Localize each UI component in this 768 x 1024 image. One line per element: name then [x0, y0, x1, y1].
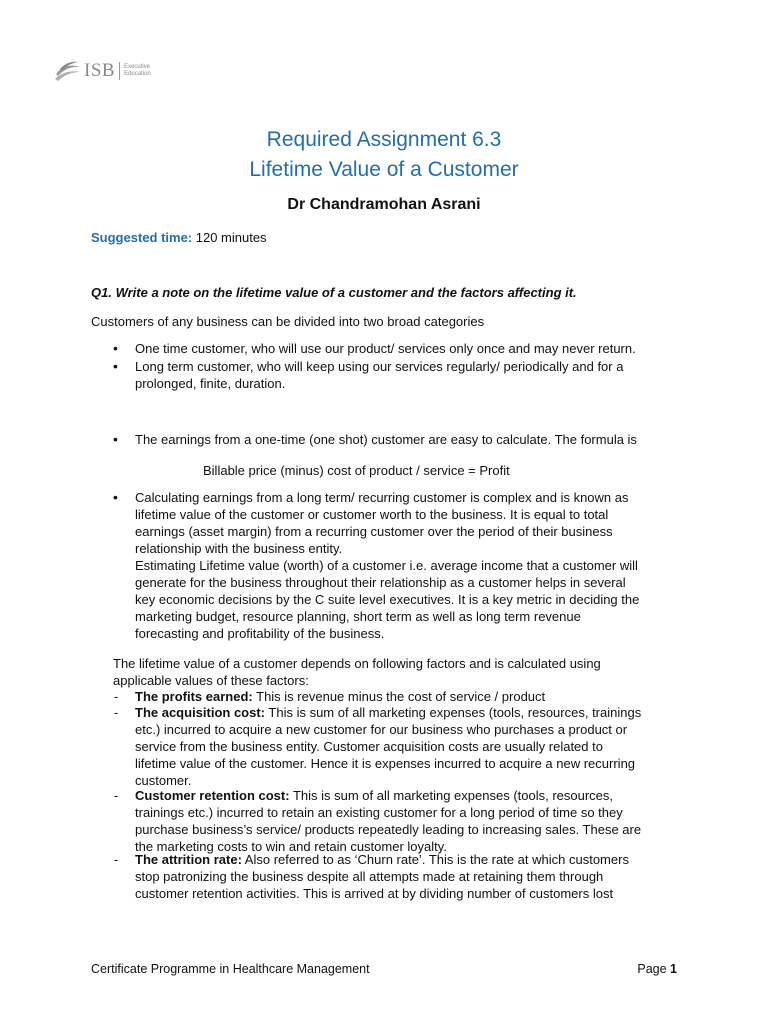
assignment-subtitle: Lifetime Value of a Customer [249, 158, 519, 181]
assignment-title: Required Assignment 6.3 [266, 128, 502, 151]
bullet-one-shot-earnings: The earnings from a one-time (one shot) customer are easy to calculate. The formula is [135, 432, 637, 447]
footer-page-number: Page 1 [637, 962, 677, 976]
list-dash: - [114, 705, 119, 720]
factor-profits-earned: The profits earned: This is revenue minus the cost of service / product [135, 689, 546, 704]
author-name: Dr Chandramohan Asrani [287, 196, 481, 213]
logo-wordmark: ISB [84, 60, 116, 81]
bullet-long-term-customer: Long term customer, who will keep using our services regularly/ periodically and for a prolonged, finite, duration. [135, 359, 624, 391]
list-dash: - [114, 689, 119, 704]
factor-acquisition-cost: The acquisition cost: This is sum of all marketing expenses (tools, resources, trainings etc.) incurred to acquire a new customer for our business who purchases a product or service from the business entity. Customer acquisition costs are usually related to lifetime value of the customer. Hence it is expenses incurred to acquire a new recurring customer. [135, 705, 642, 788]
bullet-marker: • [113, 431, 118, 447]
profit-formula: Billable price (minus) cost of product / service = Profit [203, 463, 510, 478]
footer-programme-name: Certificate Programme in Healthcare Management [91, 962, 370, 976]
logo-divider [119, 62, 120, 80]
suggested-time-value: 120 minutes [192, 230, 267, 245]
factors-intro: The lifetime value of a customer depends on following factors and is calculated using applicable values of these factors: [113, 656, 601, 688]
bullet-marker: • [113, 358, 118, 374]
list-dash: - [114, 788, 119, 803]
factor-retention-cost: Customer retention cost: This is sum of all marketing expenses (tools, resources, trainings etc.) incurred to retain an existing customer for a long period of time so they purchase business’s service/ products repeatedly leading to increasing sales. These are the marketing costs to win and retain customer loyalty. [135, 788, 642, 854]
logo-subtitle: Executive Education [124, 64, 151, 77]
isb-logo [52, 58, 151, 84]
bullet-marker: • [113, 489, 118, 505]
suggested-time-label: Suggested time: [91, 230, 193, 245]
suggested-time [91, 229, 267, 246]
isb-swirl-icon [52, 58, 82, 84]
bullet-long-term-earnings: Calculating earnings from a long term/ recurring customer is complex and is known as lifetime value of the customer or customer worth to the business. It is equal to total earnings (asset margin) from a recurring customer over the period of their business relationship with the business entity. Estimating Lifetime value (worth) of a customer i.e. average income that a customer will generate for the business throughout their relationship as a customer helps in several key economic decisions by the C suite level executives. It is a key metric in deciding the marketing budget, resource planning, short term as well as long term revenue forecasting and profitability of the business. [135, 490, 640, 641]
intro-paragraph: Customers of any business can be divided into two broad categories [91, 314, 485, 329]
question-heading: Q1. Write a note on the lifetime value of a customer and the factors affecting it. [91, 285, 577, 300]
factor-attrition-rate: The attrition rate: Also referred to as ‘Churn rate’. This is the rate at which customers stop patronizing the business despite all attempts made at retaining them through customer retention activities. This is arrived at by dividing number of customers lost [135, 852, 629, 901]
list-dash: - [114, 852, 119, 867]
bullet-one-time-customer: One time customer, who will use our product/ services only once and may never return. [135, 341, 636, 356]
bullet-marker: • [113, 340, 118, 356]
